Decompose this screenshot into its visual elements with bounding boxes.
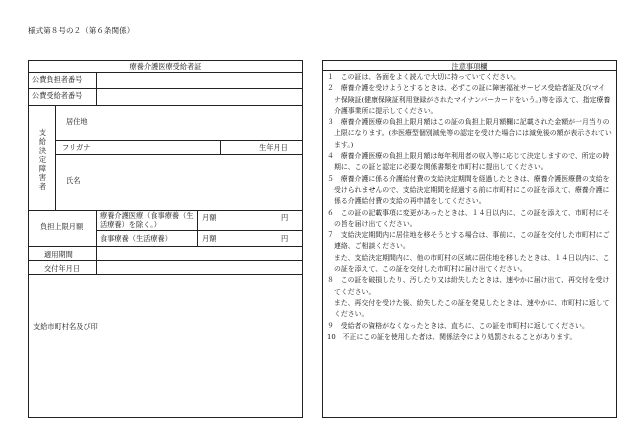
medical-care-yen: 円 <box>281 213 289 222</box>
issue-date-label: 交付年月日 <box>44 264 80 273</box>
municipality-seal-label: 支給市町村名及び印 <box>33 322 98 331</box>
note-item: ５ 療養介護に係る介護給付費の支給決定期間を経過したときは、療養介護医療費の支給を受けられませんので、支給決定期間を経過する前に市町村にこの証を添えて、療養介護に係る介護給付費の支給の再申請をしてください。 <box>327 174 610 206</box>
note-item: 10 不正にこの証を使用した者は、関係法令により処罰されることがあります。 <box>327 332 577 341</box>
medical-care-monthly-label: 月額 <box>202 213 217 222</box>
meal-care-monthly-label: 月額 <box>202 234 217 243</box>
medical-care-label: 療養介護医療（食事療養（生活療養）を除く。） <box>100 211 194 229</box>
form-label: 様式第８号の２（第６条関係） <box>28 26 135 35</box>
note-item: また、再交付を受けた後、紛失したこの証を発見したときは、速やかに、市町村に返してください。 <box>327 298 610 319</box>
address-label: 居住地 <box>66 117 88 126</box>
name-label: 氏名 <box>66 176 81 185</box>
note-item: ４ 療養介護医療の負担上限月額は毎年利用者の収入等に応じて決定しますので、所定の時期に、この証と認定に必要な関係書類を市町村に提出してください。 <box>327 152 610 172</box>
note-item: ３ 療養介護医療の負担上限月額はこの証の負担上限月額欄に記載された金額が一月当りの上限になります。(歩医療型個別減免等の認定を受けた場合には減免後の額が表示されています。) <box>327 118 612 149</box>
note-item: また、支給決定期間内に、他の市町村の区域に居住地を移したときは、１４日以内に、この証を添えて、この証を交付した市町村に届け出てください。 <box>327 253 610 274</box>
recipient-section-label: 支給決定障害者 <box>38 128 47 191</box>
public-recipient-number-label: 公費受給者番号 <box>32 91 83 100</box>
burden-limit-label: 負担上限月額 <box>40 222 84 231</box>
note-item: １ この証は、各面をよく読んで大切に持っていてください。 <box>327 73 520 81</box>
public-payer-number-label: 公費負担者番号 <box>32 75 83 84</box>
note-item: ７ 支給決定期間内に居住地を移そうとする場合は、事前に、この証を交付した市町村にご連絡、ご相談ください。 <box>327 231 610 251</box>
note-item: ９ 受給者の資格がなくなったときは、直ちに、この証を市町村に返してください。 <box>327 321 589 330</box>
meal-care-label: 食事療養（生活療養） <box>100 234 172 243</box>
furigana-label: フリガナ <box>62 143 91 152</box>
notes-list <box>327 72 612 343</box>
note-item: ８ この証を破損したり、汚したり又は紛失したときは、速やかに届け出て、再交付を受けてください。 <box>327 276 610 296</box>
notes-title: 注意事項欄 <box>451 62 488 71</box>
birthdate-label: 生年月日 <box>259 143 288 152</box>
applicable-period-label: 適用期間 <box>44 250 73 259</box>
meal-care-yen: 円 <box>281 234 289 243</box>
note-item: ６ この証の記載事項に変更があったときは、１４日以内に、この証を添えて、市町村にその旨を届け出てください。 <box>327 208 610 228</box>
note-item: ２ 療養介護を受けようとするときは、必ずこの証に障害福祉サービス受給者証及び(マイナ保険証(健康保険証利用登録がされたマイナンバーカードをいう。)等を添えて、指定療養介護事業所に提示してください。 <box>327 84 611 115</box>
certificate-title: 療養介護医療受給者証 <box>129 62 202 71</box>
